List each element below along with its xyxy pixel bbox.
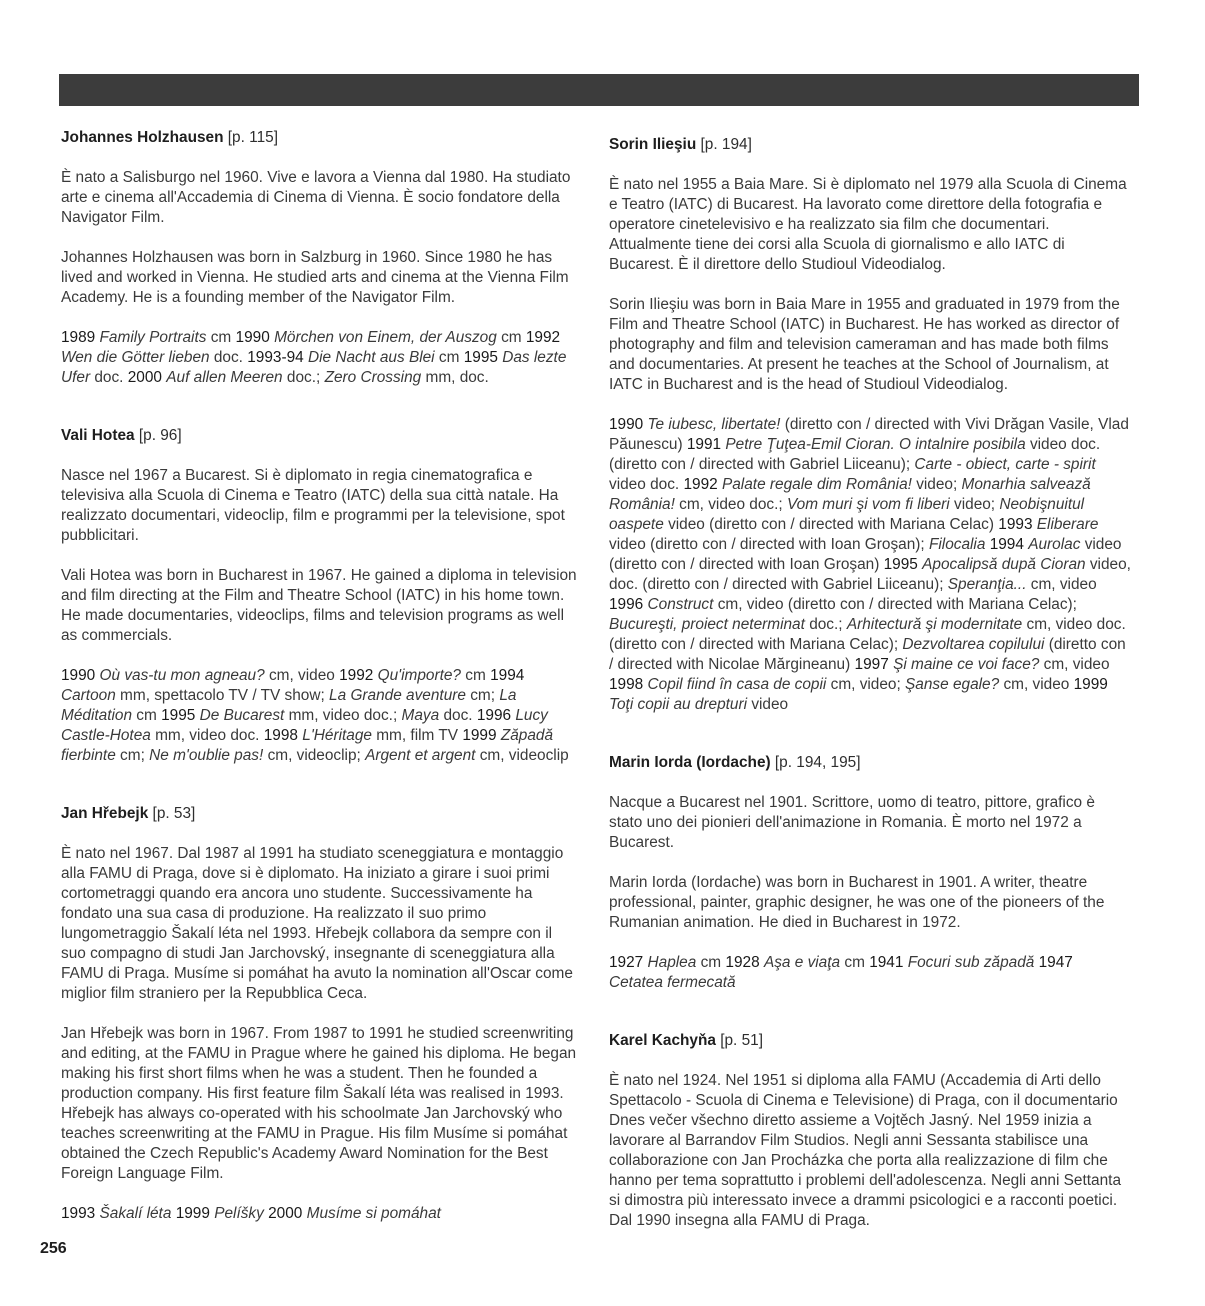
film-title: Où vas-tu mon agneau? [99,667,265,684]
film-note: video doc. (diretto con / directed with Gabriel Liiceanu); [609,436,1101,473]
film-title: Mörchen von Einem, der Auszog [274,329,497,346]
film-note: mm, spettacolo TV / TV show; [120,687,325,704]
film-title: La Méditation [61,687,517,724]
film-note: (diretto con / directed with Vivi Drăgan Vasile, Vlad Păunescu) [609,416,1129,453]
film-year: 1993-94 [247,349,304,366]
film-title: Cartoon [61,687,116,704]
entry-filmography [609,953,1131,993]
film-note: cm, video doc. (diretto con / directed with Mariana Celac); [609,616,1126,653]
film-year: 1947 [1038,954,1073,971]
film-year: 1928 [725,954,760,971]
film-note: cm; [120,747,145,764]
film-title: Speranţia... [947,576,1027,593]
film-note: cm, video [1030,576,1097,593]
film-note: doc.; [809,616,843,633]
film-note: video (diretto con / directed with Ioan Groşan) [609,536,1122,573]
film-year: 1990 [235,329,270,346]
entry-bio-it: È nato nel 1955 a Baia Mare. Si è diplomato nel 1979 alla Scuola di Cinema e Teatro (IATC) di Bucarest. Ha lavorato come direttore della fotografia e operatore cinetelevisivo e ha realizzato sia film che documentari. Attualmente tiene dei corsi alla Scuola di giornalismo e allo IATC di Bucarest. È il direttore dello Studioul Videodialog. [609,176,1127,273]
film-title: Family Portraits [99,329,207,346]
film-year: 2000 [268,1205,303,1222]
film-year: 1989 [61,329,96,346]
entry-heading [61,426,581,446]
film-title: Ne m'oublie pas! [149,747,264,764]
film-year: 1941 [869,954,904,971]
film-title: Arhitectură şi modernitate [846,616,1023,633]
film-note: video, doc. (diretto con / directed with Gabriel Liiceanu); [609,556,1131,593]
entry-heading [609,753,1131,773]
film-year: 1992 [683,476,718,493]
film-year: 1999 [175,1205,210,1222]
film-title: Dezvoltarea copilului [902,636,1045,653]
film-note: cm, video [1043,656,1110,673]
film-title: Apocalipsă după Cioran [922,556,1086,573]
film-year: 1927 [609,954,644,971]
film-title: La Grande aventure [329,687,466,704]
entry-page-ref: [p. 115] [227,129,278,146]
film-year: 1994 [989,536,1024,553]
film-note: cm [844,954,865,971]
film-title: Wen die Götter lieben [61,349,210,366]
entry-iliesiu [609,135,1131,715]
film-year: 1995 [463,349,498,366]
film-title: Zero Crossing [324,369,422,386]
entry-heading [61,804,581,824]
film-title: Aşa e viaţa [763,954,841,971]
entry-filmography [61,328,581,388]
film-title: Musíme si pomáhat [306,1205,441,1222]
film-title: Das lezte Ufer [61,349,567,386]
film-year: 1993 [998,516,1033,533]
film-note: cm; [470,687,496,704]
film-note: video (diretto con / directed with Ioan Groşan); [609,536,925,553]
film-note: cm, video [1003,676,1070,693]
film-title: Argent et argent [365,747,476,764]
entry-bio-en: Vali Hotea was born in Bucharest in 1967. He gained a diploma in television and film directing at the Film and Theatre School (IATC) in his home town. He made documentaries, videoclips, films and television programs as well as commercials. [61,567,577,644]
film-note: cm, video doc.; [679,496,783,513]
entry-hotea [61,426,581,766]
film-title: Šakalí léta [99,1205,172,1222]
film-title: Eliberare [1036,516,1099,533]
right-column [609,135,1131,1269]
film-title: Aurolac [1028,536,1081,553]
entry-bio-it: Nacque a Bucarest nel 1901. Scrittore, uomo di teatro, pittore, grafico è stato uno dei pionieri dell'animazione in Romania. È morto nel 1972 a Bucarest. [609,794,1095,851]
entry-filmography [61,666,581,766]
film-note: doc.; [286,369,321,386]
entry-name: Marin Iorda (Iordache) [609,754,771,771]
film-note: cm [501,329,522,346]
entry-hrebejk [61,804,581,1224]
page-number: 256 [40,1240,67,1257]
entry-page-ref: [p. 194] [700,136,752,153]
film-title: Şi maine ce voi face? [893,656,1040,673]
film-note: (diretto con / directed with Nicolae Mărgineanu) [609,636,1126,673]
entry-name: Sorin Ilieşiu [609,136,697,153]
film-year: 1991 [686,436,722,453]
film-note: cm, video (diretto con / directed with Mariana Celac); [717,596,1077,613]
film-title: De Bucarest [199,707,285,724]
entry-bio-it: Nasce nel 1967 a Bucarest. Si è diplomato in regia cinematografica e televisiva alla Scuola di Cinema e Teatro (IATC) della sua città natale. Ha realizzato documentari, videoclip, film e programmi per la televisione, spot pubblicitari. [61,467,565,544]
entry-iorda [609,753,1131,993]
film-note: video doc. [609,476,680,493]
film-title: Petre Ţuţea-Emil Cioran. O intalnire posibila [725,436,1026,453]
film-year: 1993 [61,1205,96,1222]
film-title: Focuri sub zăpadă [907,954,1035,971]
entry-filmography [61,1204,581,1224]
film-year: 1998 [263,727,298,744]
entry-bio-en: Jan Hřebejk was born in 1967. From 1987 to 1991 he studied screenwriting and editing, at the FAMU in Prague where he gained his diploma. He began making his first short films when he was a student. Then he founded a production company. His first feature film Šakalí léta was realised in 1993. Hřebejk has always co-operated with his schoolmate Jan Jarchovský who teaches screenwriting at the FAMU in Prague. His film Musíme si pomáhat obtained the Czech Republic's Academy Award Nomination for the Best Foreign Language Film. [61,1025,577,1182]
film-note: video; [954,496,996,513]
film-title: Vom muri şi vom fi liberi [786,496,950,513]
film-note: video [751,696,789,713]
film-title: Construct [647,596,714,613]
entry-kachyna [609,1031,1131,1231]
film-note: doc. [443,707,473,724]
film-note: cm [700,954,722,971]
film-title: Bucureşti, proiect neterminat [609,616,805,633]
film-title: L'Héritage [302,727,372,744]
film-note: cm [136,707,157,724]
film-year: 1999 [462,727,497,744]
film-note: video; [916,476,958,493]
film-title: Cetatea fermecată [609,974,736,991]
film-note: cm, videoclip [479,747,569,764]
entry-bio-en: Johannes Holzhausen was born in Salzburg in 1960. Since 1980 he has lived and worked in Vienna. He studied arts and cinema at the Vienna Film Academy. He is a founding member of the Navigator Film. [61,249,569,306]
entry-name: Karel Kachyňa [609,1032,716,1049]
film-year: 1992 [525,329,561,346]
film-title: Lucy Castle-Hotea [61,707,548,744]
film-note: cm [438,349,460,366]
header-bar [59,74,1139,106]
entry-name: Jan Hřebejk [61,805,149,822]
film-note: cm [465,667,486,684]
film-note: cm, videoclip; [267,747,361,764]
film-note: doc. [94,369,124,386]
film-title: Toţi copii au drepturi [609,696,748,713]
entry-holzhausen [61,128,581,388]
film-year: 1998 [609,676,644,693]
film-note: video (diretto con / directed with Mariana Celac) [668,516,994,533]
entry-page-ref: [p. 51] [720,1032,764,1049]
entry-filmography [609,415,1131,715]
film-year: 1990 [61,667,96,684]
film-title: Neobişnuitul oaspete [609,496,1085,533]
film-title: Haplea [647,954,697,971]
entry-bio-en: Sorin Ilieşiu was born in Baia Mare in 1955 and graduated in 1979 from the Film and Theatre School (IATC) in Bucharest. He has worked as director of photography and film and television cameraman and has made both films and documentaries. At present he teaches at the School of Journalism, at IATC in Bucharest and is the head of Studioul Videodialog. [609,296,1120,393]
film-year: 1996 [609,596,644,613]
film-year: 1996 [476,707,512,724]
film-title: Auf allen Meeren [166,369,283,386]
film-title: Copil fiind în casa de copii [647,676,827,693]
entry-page-ref: [p. 96] [138,427,182,444]
film-title: Şanse egale? [905,676,1000,693]
film-year: 1992 [339,667,374,684]
entry-heading [61,128,581,148]
entry-name: Johannes Holzhausen [61,129,224,146]
film-title: Te iubesc, libertate! [647,416,781,433]
film-year: 1990 [609,416,644,433]
left-column [61,128,581,1262]
entry-heading [609,1031,1131,1051]
film-title: Zăpadă fierbinte [61,727,554,764]
entry-name: Vali Hotea [61,427,135,444]
film-title: Pelíšky [214,1205,264,1222]
film-note: mm, doc. [425,369,489,386]
entry-bio-it: È nato a Salisburgo nel 1960. Vive e lavora a Vienna dal 1980. Ha studiato arte e cinema all'Accademia di Cinema di Vienna. È socio fondatore della Navigator Film. [61,169,571,226]
film-note: cm [210,329,232,346]
film-title: Die Nacht aus Blei [308,349,435,366]
film-note: mm, video doc. [155,727,260,744]
film-note: mm, film TV [376,727,459,744]
entry-page-ref: [p. 194, 195] [774,754,861,771]
film-title: Filocalia [928,536,986,553]
film-note: cm, video [268,667,335,684]
entry-page-ref: [p. 53] [152,805,196,822]
film-title: Maya [401,707,440,724]
film-year: 1995 [161,707,196,724]
film-note: doc. [213,349,243,366]
film-year: 2000 [127,369,162,386]
entry-bio-it: È nato nel 1967. Dal 1987 al 1991 ha studiato sceneggiatura e montaggio alla FAMU di Praga, dove si è diplomato. Ha iniziato a girare i suoi primi cortometraggi quando era ancora uno studente. Successivamente ha fondato una sua casa di produzione. Ha realizzato il suo primo lungometraggio Šakalí léta nel 1993. Hřebejk collabora da sempre con il suo compagno di studi Jan Jarchovský, insegnante di sceneggiatura alla FAMU di Praga. Musíme si pomáhat ha avuto la nomination all'Oscar come miglior film straniero per la Repubblica Ceca. [61,845,573,1002]
film-title: Monarhia salvează România! [609,476,1091,513]
entry-bio-en: Marin Iorda (Iordache) was born in Bucharest in 1901. A writer, theatre professional, painter, graphic designer, he was one of the pioneers of the Rumanian animation. He died in Bucharest in 1972. [609,874,1105,931]
film-year: 1995 [883,556,918,573]
film-title: Qu'importe? [377,667,461,684]
film-year: 1994 [490,667,525,684]
film-title: Palate regale dim România! [721,476,912,493]
film-year: 1999 [1073,676,1108,693]
entry-bio-it: È nato nel 1924. Nel 1951 si diploma alla FAMU (Accademia di Arti dello Spettacolo - Scuola di Cinema e Televisione) di Praga, con il documentario Dnes večer všechno diretto assieme a Vojtěch Jasný. Nel 1959 inizia a lavorare al Barrandov Film Studios. Negli anni Sessanta stabilisce una collaborazione con Jan Procházka che porta alla realizzazione di film che hanno per tema soprattutto i problemi dell'adolescenza. Negli anni Settanta si dimostra più interessato invece a drammi psicologici e a racconti poetici. Dal 1990 insegna alla FAMU di Praga. [609,1072,1122,1229]
film-note: cm, video; [830,676,901,693]
film-title: Carte - obiect, carte - spirit [914,456,1096,473]
film-year: 1997 [854,656,889,673]
entry-heading [609,135,1131,155]
film-note: mm, video doc.; [288,707,398,724]
